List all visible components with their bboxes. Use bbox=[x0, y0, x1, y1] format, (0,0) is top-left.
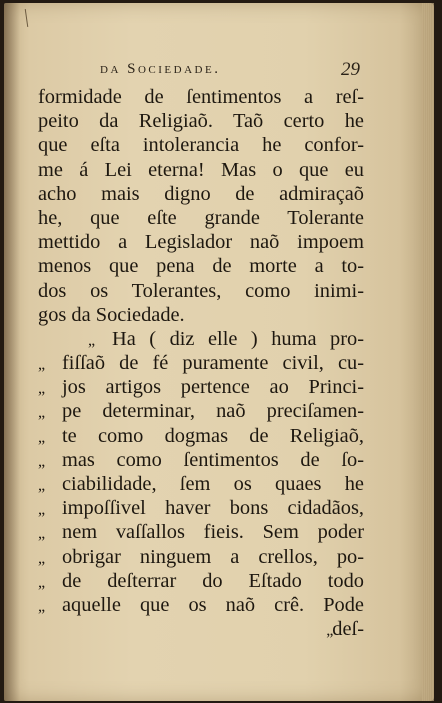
quoted-line bbox=[38, 424, 364, 448]
text-line: dos os Tolerantes, como inimi- bbox=[38, 279, 364, 302]
quoted-line bbox=[38, 496, 364, 520]
quoted-text: impoſſivel haver bons cidadãos, bbox=[62, 497, 364, 520]
quote-mark: „ bbox=[38, 428, 45, 446]
quoted-text: mas como ſentimentos de ſo- bbox=[62, 448, 364, 471]
text-line: mettido a Legislador naõ impoem bbox=[38, 231, 364, 254]
quoted-line bbox=[38, 472, 364, 496]
quoted-text: aquelle que os naõ crê. Pode bbox=[62, 593, 364, 616]
page-header bbox=[38, 59, 360, 83]
quoted-line bbox=[38, 351, 364, 375]
quote-mark: „ bbox=[38, 597, 45, 615]
quoted-line bbox=[38, 399, 364, 423]
text-line: formidade de ſentimentos a reſ- bbox=[38, 86, 364, 108]
quoted-line bbox=[38, 545, 364, 569]
book-page bbox=[4, 3, 434, 701]
quote-open-words: Ha ( diz elle ) huma pro- bbox=[112, 327, 364, 350]
quote-open-text bbox=[38, 327, 364, 353]
quoted-line bbox=[38, 569, 364, 593]
quoted-text: obrigar ninguem a crellos, po- bbox=[62, 545, 364, 568]
page-number: 29 bbox=[341, 59, 360, 80]
quoted-text: pe determinar, naõ preciſamen- bbox=[62, 400, 364, 423]
page-text bbox=[38, 85, 364, 641]
quoted-text: nem vaſſallos fieis. Sem poder bbox=[62, 521, 364, 544]
page-gutter-shadow bbox=[4, 3, 20, 701]
text-line: he, que eſte grande Tolerante bbox=[38, 206, 364, 229]
quoted-line bbox=[38, 593, 364, 617]
binding-thread-mark bbox=[25, 9, 28, 27]
quote-open-line bbox=[38, 327, 364, 351]
quoted-text: te como dogmas de Religiaõ, bbox=[62, 424, 364, 447]
quote-mark: „ bbox=[38, 549, 45, 567]
quoted-text: ciabilidade, ſem os quaes he bbox=[62, 473, 364, 495]
quote-mark: „ bbox=[38, 452, 45, 470]
catchword: deſ- bbox=[332, 618, 364, 641]
quote-mark: „ bbox=[326, 622, 333, 640]
text-line: acho mais digno de admiraçaõ bbox=[38, 182, 364, 205]
quote-mark: „ bbox=[38, 380, 45, 398]
quote-mark: „ bbox=[88, 331, 95, 349]
quote-mark: „ bbox=[38, 477, 45, 494]
quoted-text: jos artigos pertence ao Princi- bbox=[62, 376, 364, 399]
quote-mark: „ bbox=[38, 404, 45, 422]
page-edge bbox=[422, 3, 434, 701]
quote-mark: „ bbox=[38, 525, 45, 543]
quote-mark: „ bbox=[38, 501, 45, 519]
quoted-text: fiſſaõ de fé puramente civil, cu- bbox=[62, 352, 364, 375]
text-line: me á Lei eterna! Mas o que eu bbox=[38, 158, 364, 181]
quote-mark: „ bbox=[38, 356, 45, 374]
running-head: da Sociedade. bbox=[100, 61, 221, 77]
text-line: peito da Religiaõ. Taõ certo he bbox=[38, 110, 364, 133]
text-line: menos que pena de morte a to- bbox=[38, 255, 364, 278]
quoted-line bbox=[38, 520, 364, 544]
quoted-line bbox=[38, 448, 364, 472]
quoted-text: de deſterrar do Eſtado todo bbox=[62, 569, 364, 592]
quote-mark: „ bbox=[38, 573, 45, 591]
catchword-line bbox=[38, 617, 364, 641]
quoted-line bbox=[38, 375, 364, 399]
text-line: gos da Sociedade. bbox=[38, 303, 185, 326]
text-line: que eſta intolerancia he confor- bbox=[38, 134, 364, 157]
